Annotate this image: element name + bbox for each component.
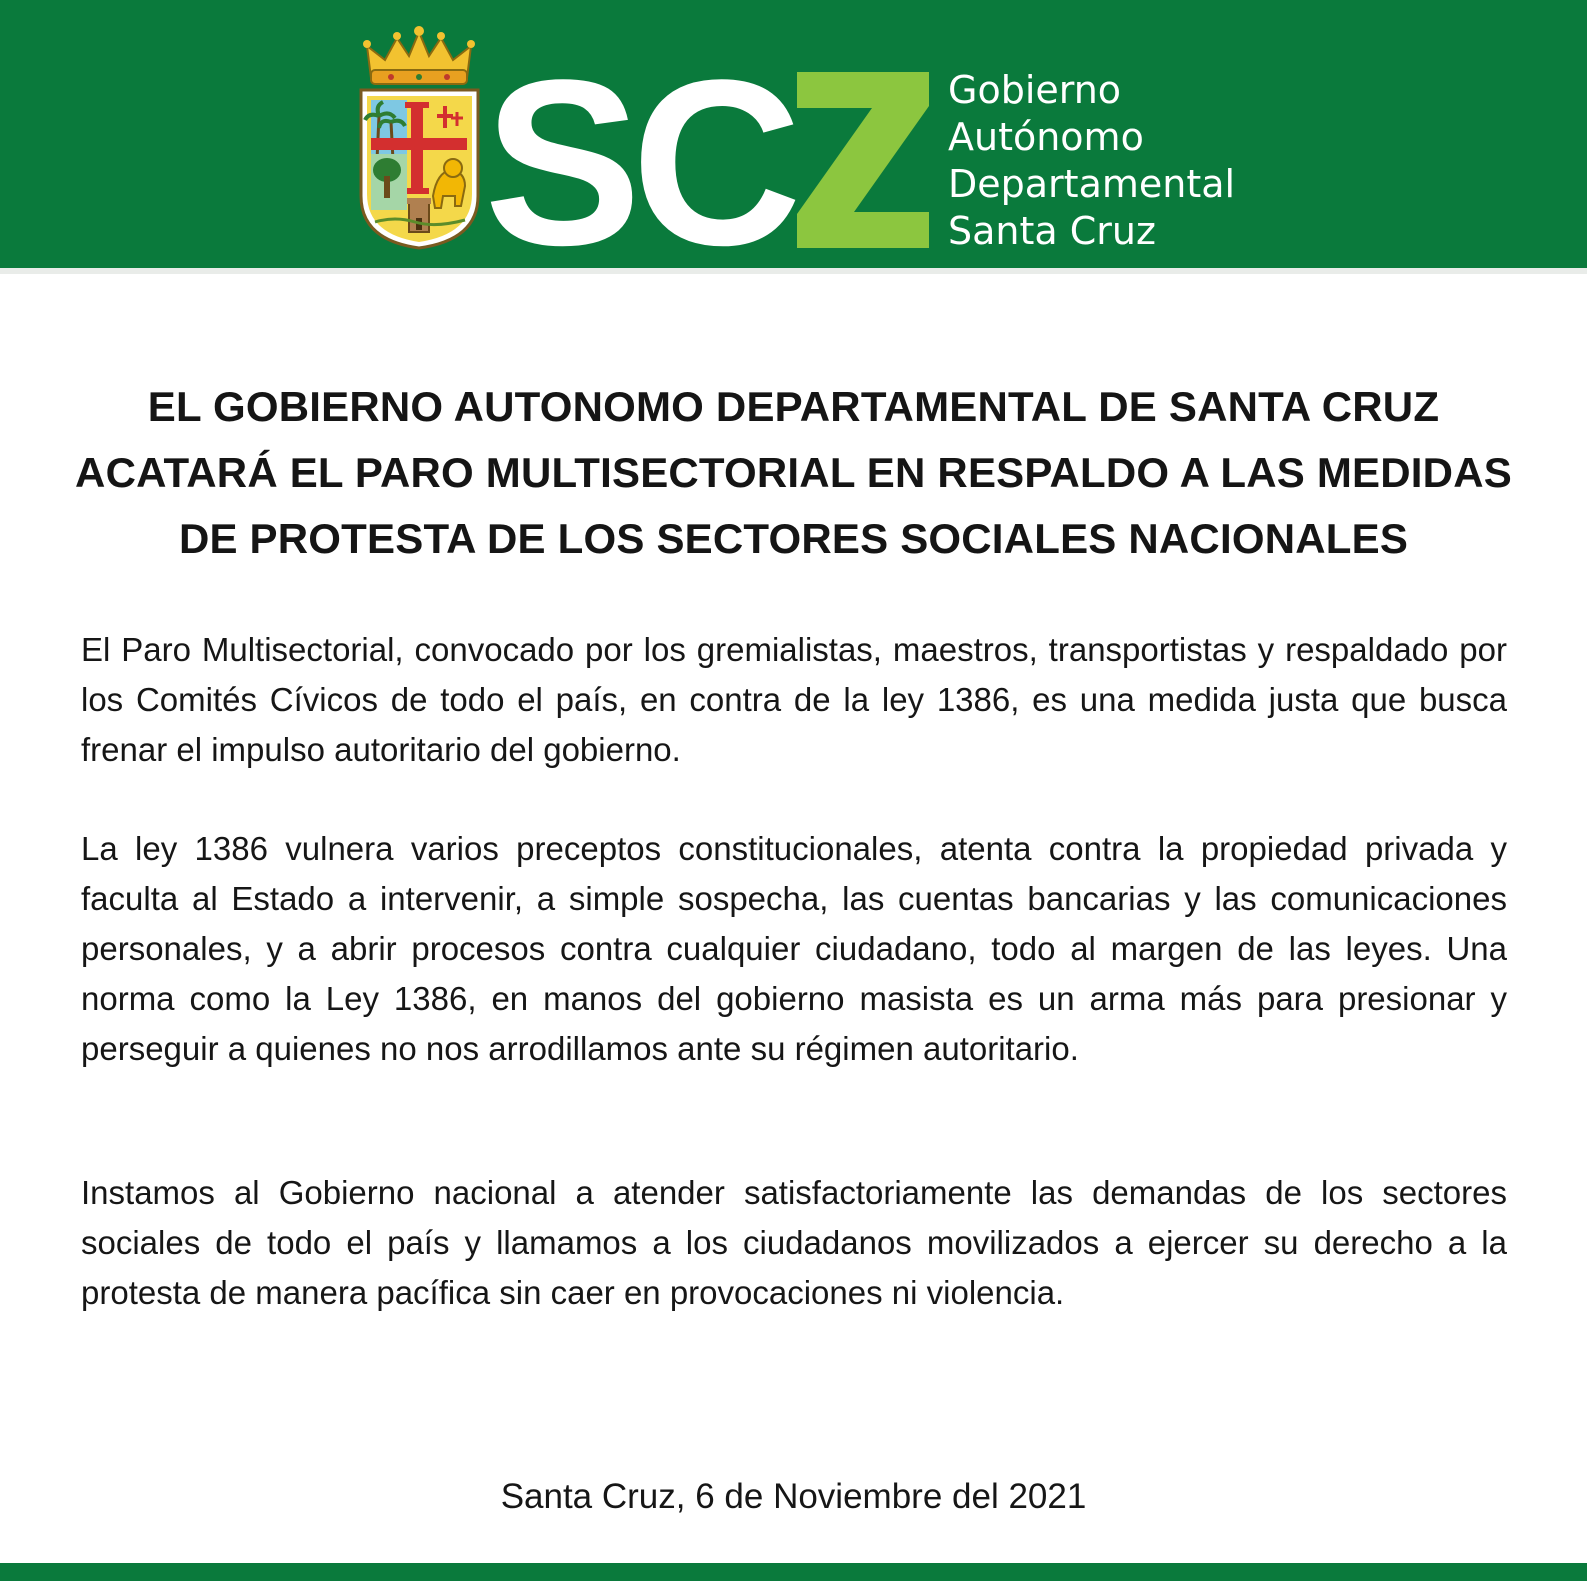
dateline: Santa Cruz, 6 de Noviembre del 2021 <box>500 1477 1087 1516</box>
logo-scz <box>484 62 944 257</box>
paragraph-3: Instamos al Gobierno nacional a atender satisfactoriamente las demandas de los sectores sociales de todo el país y llamamos a los ciudadanos movilizados a ejercer su derecho a la protesta de manera pacífica sin caer en provocaciones ni violencia. <box>81 1174 1507 1311</box>
org-name-line: Gobierno <box>948 68 1122 112</box>
logo-z-letter <box>797 72 929 248</box>
org-name-line: Autónomo <box>948 115 1144 159</box>
org-name-line: Santa Cruz <box>948 209 1156 253</box>
paragraph-1: El Paro Multisectorial, convocado por los gremialistas, maestros, transportistas y respaldado por los Comités Cívicos de todo el país, en contra de la ley 1386, es una medida justa que busca frenar el impulso autoritario del gobierno. <box>81 631 1507 768</box>
header-divider <box>0 268 1587 274</box>
coat-of-arms-icon <box>357 26 482 252</box>
header-banner <box>0 0 1587 268</box>
logo-sc-letters: SC <box>484 62 792 257</box>
footer-bar <box>0 1563 1587 1581</box>
headline-line: DE PROTESTA DE LOS SECTORES SOCIALES NACIONALES <box>178 515 1409 562</box>
paragraph-2: La ley 1386 vulnera varios preceptos constitucionales, atenta contra la propiedad privada y faculta al Estado a intervenir, a simple sospecha, las cuentas bancarias y las comunicaciones personales, y a abrir procesos contra cualquier ciudadano, todo al margen de las leyes. Una norma como la Ley 1386, en manos del gobierno masista es un arma más para presionar y perseguir a quienes no nos arrodillamos ante su régimen autoritario. <box>81 830 1507 1067</box>
org-name <box>948 67 1278 255</box>
headline-line: ACATARÁ EL PARO MULTISECTORIAL EN RESPALDO A LAS MEDIDAS <box>75 449 1512 496</box>
crown-icon <box>363 26 475 84</box>
headline <box>0 374 1587 572</box>
headline-line: EL GOBIERNO AUTONOMO DEPARTAMENTAL DE SANTA CRUZ <box>147 383 1440 430</box>
org-name-line: Departamental <box>948 162 1236 206</box>
